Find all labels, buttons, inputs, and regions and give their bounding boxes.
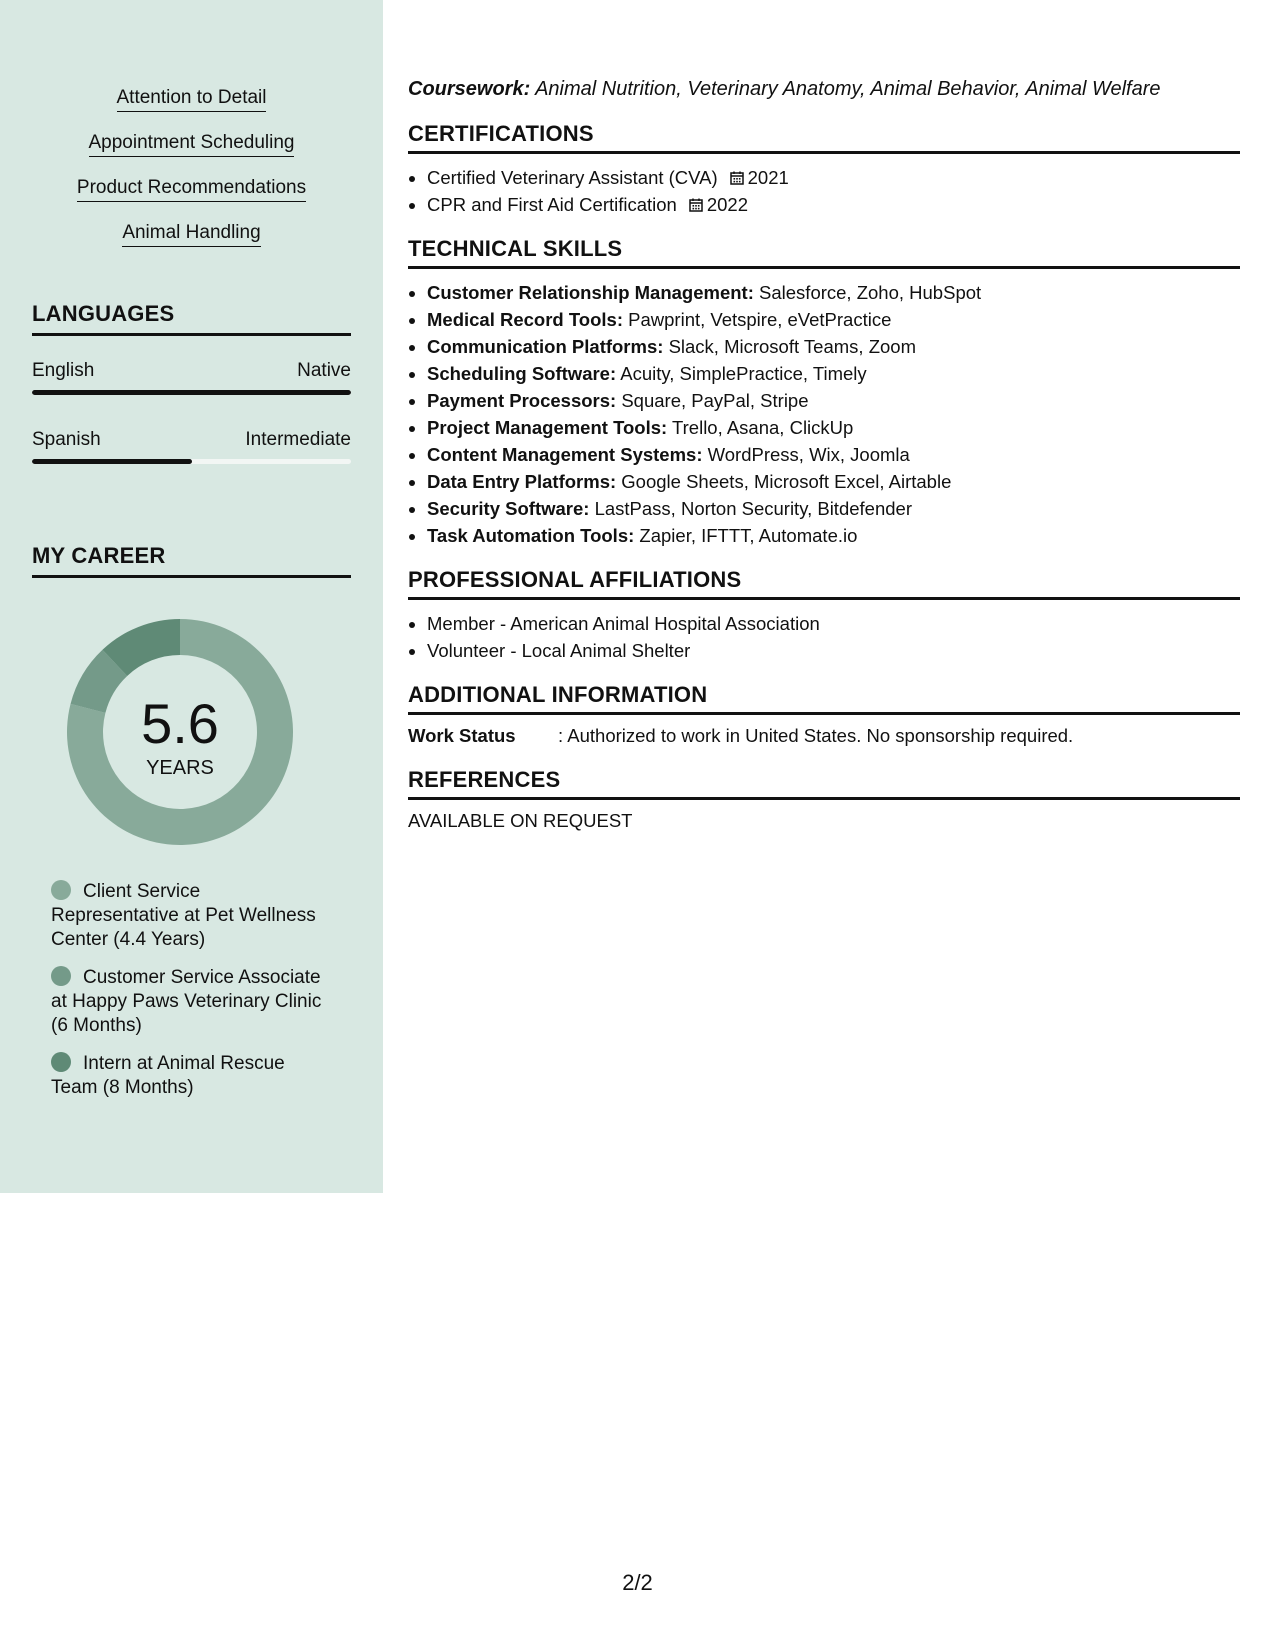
- legend-dot: [51, 1052, 71, 1072]
- technical-skills-list: [408, 279, 1240, 549]
- main-content: [408, 78, 1240, 832]
- technical-skill-label: Security Software:: [427, 498, 590, 519]
- career-legend-item: [51, 880, 331, 952]
- technical-skill-label: Scheduling Software:: [427, 363, 617, 384]
- work-status-row: [408, 725, 1240, 747]
- language-name: Spanish: [32, 429, 101, 450]
- calendar-icon: [689, 198, 703, 212]
- technical-skill-label: Payment Processors:: [427, 390, 617, 411]
- work-status-label: Work Status: [408, 725, 516, 746]
- career-legend-text: Customer Service Associate at Happy Paws Veterinary Clinic (6 Months): [51, 967, 322, 1036]
- language-row: [32, 360, 351, 382]
- technical-skill-value: Acuity, SimplePractice, Timely: [620, 363, 867, 384]
- technical-skill-label: Task Automation Tools:: [427, 525, 635, 546]
- technical-skill-value: WordPress, Wix, Joomla: [707, 444, 910, 465]
- technical-skill-value: Trello, Asana, ClickUp: [672, 417, 854, 438]
- skill-item: Attention to Detail: [117, 86, 267, 112]
- technical-skill-value: Pawprint, Vetspire, eVetPractice: [628, 309, 892, 330]
- technical-skill-value: LastPass, Norton Security, Bitdefender: [594, 498, 912, 519]
- technical-skill-value: Slack, Microsoft Teams, Zoom: [668, 336, 916, 357]
- technical-skill-label: Project Management Tools:: [427, 417, 668, 438]
- career-heading: MY CAREER: [32, 543, 351, 578]
- affiliation-item: • Volunteer - Local Animal Shelter: [427, 637, 1240, 664]
- career-legend: [51, 880, 331, 1114]
- skills-list: [0, 86, 383, 266]
- technical-skill-item: [427, 522, 1240, 549]
- affiliations-list: [408, 610, 1240, 664]
- technical-skill-label: Customer Relationship Management:: [427, 282, 754, 303]
- career-donut-chart: [60, 612, 300, 852]
- language-proficiency-bar: [32, 390, 351, 395]
- technical-skill-label: Medical Record Tools:: [427, 309, 623, 330]
- technical-skills-heading: TECHNICAL SKILLS: [408, 236, 1240, 269]
- legend-dot: [51, 880, 71, 900]
- language-level: Intermediate: [245, 429, 351, 450]
- language-row: [32, 429, 351, 451]
- technical-skill-value: Salesforce, Zoho, HubSpot: [759, 282, 982, 303]
- technical-skill-value: Zapier, IFTTT, Automate.io: [639, 525, 858, 546]
- career-legend-text: Intern at Animal Rescue Team (8 Months): [51, 1053, 285, 1098]
- technical-skill-item: [427, 468, 1240, 495]
- technical-skill-item: [427, 360, 1240, 387]
- certification-year: 2022: [706, 194, 748, 215]
- career-legend-item: [51, 1052, 331, 1100]
- coursework-text: Animal Nutrition, Veterinary Anatomy, Animal Behavior, Animal Welfare: [535, 78, 1161, 100]
- technical-skill-item: [427, 495, 1240, 522]
- certification-item: [427, 191, 1240, 218]
- sidebar: [0, 0, 383, 1193]
- legend-dot: [51, 966, 71, 986]
- certifications-list: [408, 164, 1240, 218]
- career-total-value: 5.6: [141, 692, 219, 755]
- technical-skill-item: [427, 414, 1240, 441]
- page-number: 2/2: [622, 1570, 653, 1595]
- language-name: English: [32, 360, 95, 381]
- coursework-line: [408, 78, 1240, 101]
- technical-skill-item: [427, 333, 1240, 360]
- technical-skill-item: [427, 279, 1240, 306]
- career-legend-item: [51, 966, 331, 1038]
- technical-skill-item: [427, 441, 1240, 468]
- references-heading: REFERENCES: [408, 767, 1240, 800]
- certifications-heading: CERTIFICATIONS: [408, 121, 1240, 154]
- skill-item: Appointment Scheduling: [89, 131, 295, 157]
- language-proficiency-bar: [32, 459, 351, 464]
- coursework-label: Coursework:: [408, 78, 531, 100]
- skill-item: Animal Handling: [122, 221, 260, 247]
- additional-info-heading: ADDITIONAL INFORMATION: [408, 682, 1240, 715]
- career-legend-text: Client Service Representative at Pet Wellness Center (4.4 Years): [51, 881, 316, 950]
- technical-skill-label: Data Entry Platforms:: [427, 471, 617, 492]
- technical-skill-label: Content Management Systems:: [427, 444, 703, 465]
- technical-skill-item: [427, 306, 1240, 333]
- language-proficiency-fill: [32, 390, 351, 395]
- technical-skill-value: Square, PayPal, Stripe: [621, 390, 809, 411]
- language-level: Native: [297, 360, 351, 381]
- technical-skill-item: [427, 387, 1240, 414]
- affiliation-item: • Member - American Animal Hospital Association: [427, 610, 1240, 637]
- affiliations-heading: PROFESSIONAL AFFILIATIONS: [408, 567, 1240, 600]
- language-proficiency-fill: [32, 459, 192, 464]
- skill-item: Product Recommendations: [77, 176, 306, 202]
- references-text: AVAILABLE ON REQUEST: [408, 810, 633, 831]
- technical-skill-value: Google Sheets, Microsoft Excel, Airtable: [621, 471, 952, 492]
- certification-item: [427, 164, 1240, 191]
- career-total-unit: YEARS: [146, 757, 214, 779]
- calendar-icon: [730, 171, 744, 185]
- technical-skill-label: Communication Platforms:: [427, 336, 664, 357]
- work-status-value: : Authorized to work in United States. No sponsorship required.: [558, 725, 1074, 746]
- languages-heading: LANGUAGES: [32, 301, 351, 336]
- certification-name: CPR and First Aid Certification: [427, 194, 677, 215]
- certification-name: Certified Veterinary Assistant (CVA): [427, 167, 718, 188]
- certification-year: 2021: [747, 167, 789, 188]
